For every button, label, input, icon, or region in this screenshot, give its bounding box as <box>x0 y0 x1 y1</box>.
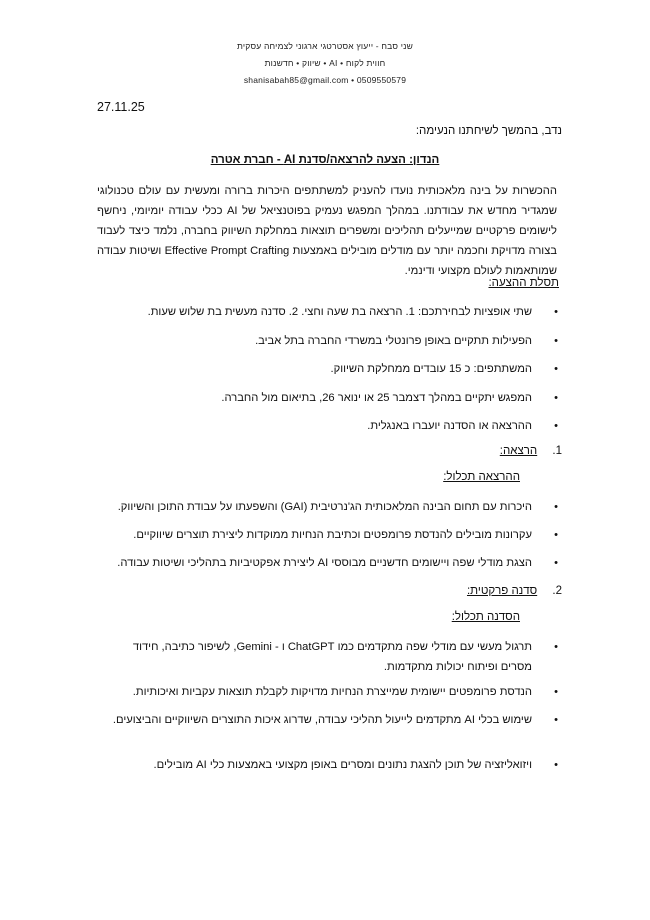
section-label: הרצאה: <box>499 445 538 457</box>
section-workshop-heading <box>467 585 562 597</box>
bullet-icon: • <box>554 420 558 432</box>
section-lecture-heading <box>500 445 562 457</box>
bullet-icon: • <box>554 335 558 347</box>
proposal-bullet <box>142 416 562 436</box>
lecture-bullet <box>102 553 562 573</box>
bullet-text: המפגש יתקיים במהלך דצמבר 25 או ינואר 26, בתיאום מול החברה. <box>221 392 532 404</box>
section-number: 1. <box>552 445 562 457</box>
proposal-bullet <box>142 388 562 408</box>
workshop-bullet <box>102 755 562 775</box>
bullet-icon: • <box>554 392 558 404</box>
proposal-title: תסלת ההצעה: <box>488 277 559 289</box>
bullet-icon: • <box>554 641 558 653</box>
letterhead-title: שני סבח - ייעוץ אסטרטגי ארגוני לצמיחה עסקית <box>236 41 414 51</box>
bullet-text: הפעילות תתקיים באופן פרונטלי במשרדי החברה בתל אביב. <box>255 335 532 347</box>
bullet-icon: • <box>554 714 558 726</box>
bullet-text: ההרצאה או הסדנה יועברו באנגלית. <box>367 420 532 432</box>
greeting: נדב, בהמשך לשיחתנו הנעימה: <box>415 125 562 137</box>
workshop-bullet <box>102 710 562 730</box>
bullet-icon: • <box>554 363 558 375</box>
bullet-text: שימוש בכלי AI מתקדמים לייעול תהליכי עבודה, שדרוג איכות התוצרים השיווקיים והביצועים. <box>112 714 532 726</box>
section-number: 2. <box>552 585 562 597</box>
letterhead-contact: shanisabah85@gmail.com • 0509550579 <box>243 75 407 85</box>
letterhead <box>0 38 650 89</box>
letterhead-tagline: חווית לקוח • AI • שיווק • חדשנות <box>264 58 386 68</box>
bullet-text: הצגת מודלי שפה ויישומים חדשניים מבוססי AI ליצירת אפקטיביות בתהליכי ושיטות עבודה. <box>117 557 532 569</box>
bullet-icon: • <box>554 501 558 513</box>
lecture-subheading: ההרצאה תכלול: <box>443 471 520 483</box>
lecture-bullet <box>102 525 562 545</box>
intro-paragraph: ההכשרות על בינה מלאכותית נועדו להעניק למשתתפים היכרות ברורה ומעשית עם עולם טכנולוגי שמגדיר מחדש את עבודתנו. במהלך המפגש נעמיק בפוטנציאל של AI ככלי עבודה יומיומי, ניחשף לישומים פרקטיים שמייעלים תהליכים ומשפרים תוצאות במחלקת השיווק בחברה, נלמד כיצד לעבוד בצורה מדויקת וחכמה יותר עם מודלים מובילים באמצעות Effective Prompt Crafting ושיטות עבודה שמותאמות לעולם מקצועי ודינמי. <box>97 185 557 277</box>
bullet-text: תרגול מעשי עם מודלי שפה מתקדמים כמו ChatGPT ו - Gemini, לשיפור כתיבה, חידוד מסרים ופיתוח יכולות מתקדמות. <box>132 641 532 673</box>
proposal-bullet <box>142 331 562 351</box>
bullet-text: היכרות עם תחום הבינה המלאכותית הג'נרטיבית (GAI) והשפעתו על עבודת התוכן והשיווק. <box>117 501 532 513</box>
bullet-text: הנדסת פרומפטים יישומית שמייצרת הנחיות מדויקות לקבלת תוצאות עקביות ואיכותיות. <box>132 686 532 698</box>
bullet-text: ויזואליזציה של תוכן להצגת נתונים ומסרים באופן מקצועי באמצעות כלי AI מובילים. <box>153 759 532 771</box>
subject-line: הנדון: הצעה להרצאה/סדנת AI - חברת אטרה <box>210 154 440 166</box>
bullet-icon: • <box>554 759 558 771</box>
bullet-icon: • <box>554 686 558 698</box>
bullet-text: המשתתפים: כ 15 עובדים ממחלקת השיווק. <box>330 363 532 375</box>
bullet-text: עקרונות מובילים להנדסת פרומפטים וכתיבת הנחיות ממוקדות ליצירת תוצרים שיווקיים. <box>133 529 532 541</box>
bullet-icon: • <box>554 557 558 569</box>
workshop-bullet <box>102 637 562 677</box>
workshop-subheading: הסדנה תכלול: <box>451 611 520 623</box>
lecture-bullet <box>102 497 562 517</box>
bullet-icon: • <box>554 529 558 541</box>
workshop-bullet <box>102 682 562 702</box>
proposal-bullet <box>142 359 562 379</box>
proposal-bullet <box>142 302 562 322</box>
bullet-icon: • <box>554 306 558 318</box>
bullet-text: שתי אופציות לבחירתכם: 1. הרצאה בת שעה וחצי. 2. סדנה מעשית בת שלוש שעות. <box>147 306 532 318</box>
section-label: סדנה פרקטית: <box>466 585 538 597</box>
letter-date: 27.11.25 <box>97 100 145 114</box>
